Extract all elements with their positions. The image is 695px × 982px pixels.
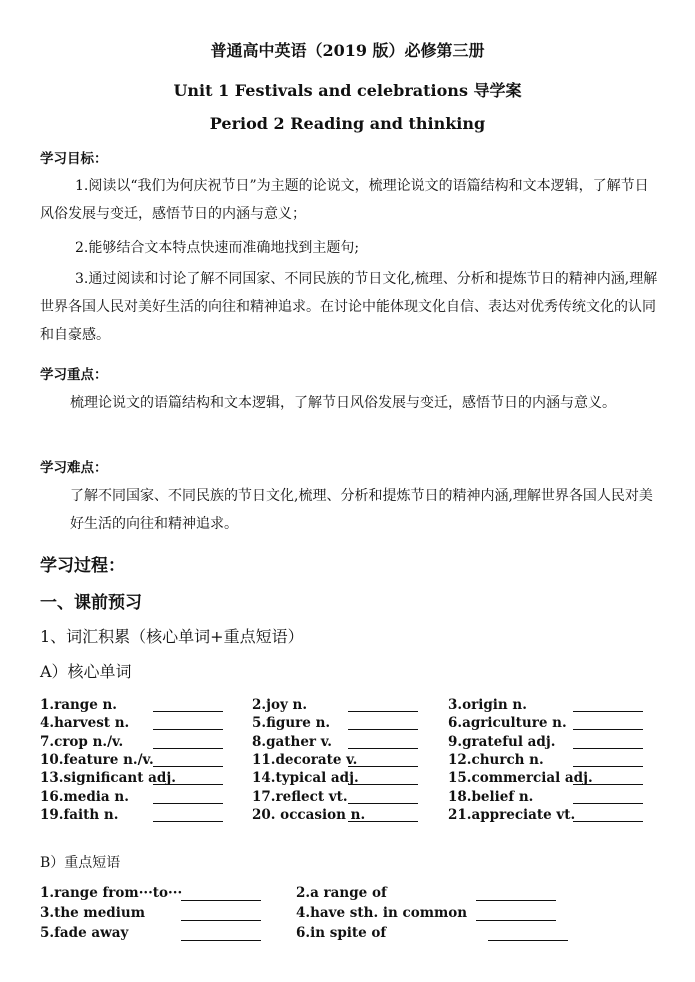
answer-blank[interactable] [181,920,261,921]
core-word: 18.belief n. [448,788,534,805]
phrase: 6.in spite of [296,925,387,941]
answer-blank[interactable] [573,711,643,712]
core-word: 7.crop n./v. [40,733,124,750]
answer-blank[interactable] [153,729,223,730]
core-word: 13.significant adj. [40,770,176,787]
core-word: 3.origin n. [448,697,527,713]
answer-blank[interactable] [153,748,223,749]
objective-2: 2.能够结合文本特点快速而准确地找到主题句; [75,240,360,256]
objectives-heading: 学习目标： [40,151,108,167]
core-word: 15.commercial adj. [448,770,593,787]
core-word: 20. occasion n. [252,806,366,823]
part1-heading: 一、课前预习 [40,593,142,613]
answer-blank[interactable] [181,940,261,941]
phrase: 2.a range of [296,885,387,901]
key-points-text: 梳理论说文的语篇结构和文本逻辑，了解节日风俗发展与变迁，感悟节日的内涵与意义。 [70,395,616,411]
core-word: 11.decorate v. [252,751,358,768]
answer-blank[interactable] [476,900,556,901]
answer-blank[interactable] [573,803,643,804]
core-word: 4.harvest n. [40,715,130,732]
answer-blank[interactable] [153,784,223,785]
answer-blank[interactable] [153,766,223,767]
phrase: 1.range from···to··· [40,885,183,901]
core-word: 9.grateful adj. [448,733,556,750]
period-title: Period 2 Reading and thinking [209,114,486,133]
core-word: 17.reflect vt. [252,788,348,805]
answer-blank[interactable] [573,784,643,785]
answer-blank[interactable] [348,711,418,712]
unit-title: Unit 1 Festivals and celebrations 导学案 [173,81,522,100]
key-points-heading: 学习重点： [40,367,108,383]
core-word: 2.joy n. [252,697,308,713]
core-word: 12.church n. [448,751,544,768]
core-word: 19.faith n. [40,806,119,823]
answer-blank[interactable] [573,729,643,730]
phrase: 5.fade away [40,925,129,941]
process-heading: 学习过程： [40,556,125,576]
answer-blank[interactable] [488,940,568,941]
answer-blank[interactable] [573,748,643,749]
answer-blank[interactable] [348,784,418,785]
core-word: 21.appreciate vt. [448,806,576,823]
objective-3: 3.通过阅读和讨论了解不同国家、不同民族的节日文化,梳理、分析和提炼节日的精神内涵,理解世界各国人民对美好生活的向往和精神追求。在讨论中能体现文化自信、表达对优秀传统文化的认同和自豪感。 [40,271,658,343]
answer-blank[interactable] [153,711,223,712]
difficulties-text: 了解不同国家、不同民族的节日文化,梳理、分析和提炼节日的精神内涵,理解世界各国人民对美好生活的向往和精神追求。 [70,488,653,532]
core-word: 1.range n. [40,697,118,713]
core-word: 14.typical adj. [252,770,359,787]
answer-blank[interactable] [181,900,261,901]
answer-blank[interactable] [348,803,418,804]
phrase: 4.have sth. in common [296,905,468,921]
answer-blank[interactable] [348,748,418,749]
phrases-heading: B）重点短语 [40,855,121,871]
answer-blank[interactable] [348,729,418,730]
answer-blank[interactable] [153,821,223,822]
core-word: 5.figure n. [252,715,331,732]
difficulties-heading: 学习难点： [40,460,108,476]
answer-blank[interactable] [476,920,556,921]
answer-blank[interactable] [573,766,643,767]
answer-blank[interactable] [348,766,418,767]
core-word: 10.feature n./v. [40,751,154,768]
answer-blank[interactable] [573,821,643,822]
phrase: 3.the medium [40,905,145,921]
core-words-heading: A）核心单词 [40,662,132,681]
objective-1: 1.阅读以“我们为何庆祝节日”为主题的论说文，梳理论说文的语篇结构和文本逻辑，了解节日风俗发展与变迁，感悟节日的内涵与意义； [40,178,649,222]
core-word: 16.media n. [40,788,129,805]
core-word: 6.agriculture n. [448,715,567,732]
document-title: 普通高中英语（2019 版）必修第三册 [210,41,485,60]
core-word: 8.gather v. [252,733,332,750]
answer-blank[interactable] [153,803,223,804]
answer-blank[interactable] [348,821,418,822]
vocab-heading: 1、词汇积累（核心单词+重点短语） [40,627,304,646]
